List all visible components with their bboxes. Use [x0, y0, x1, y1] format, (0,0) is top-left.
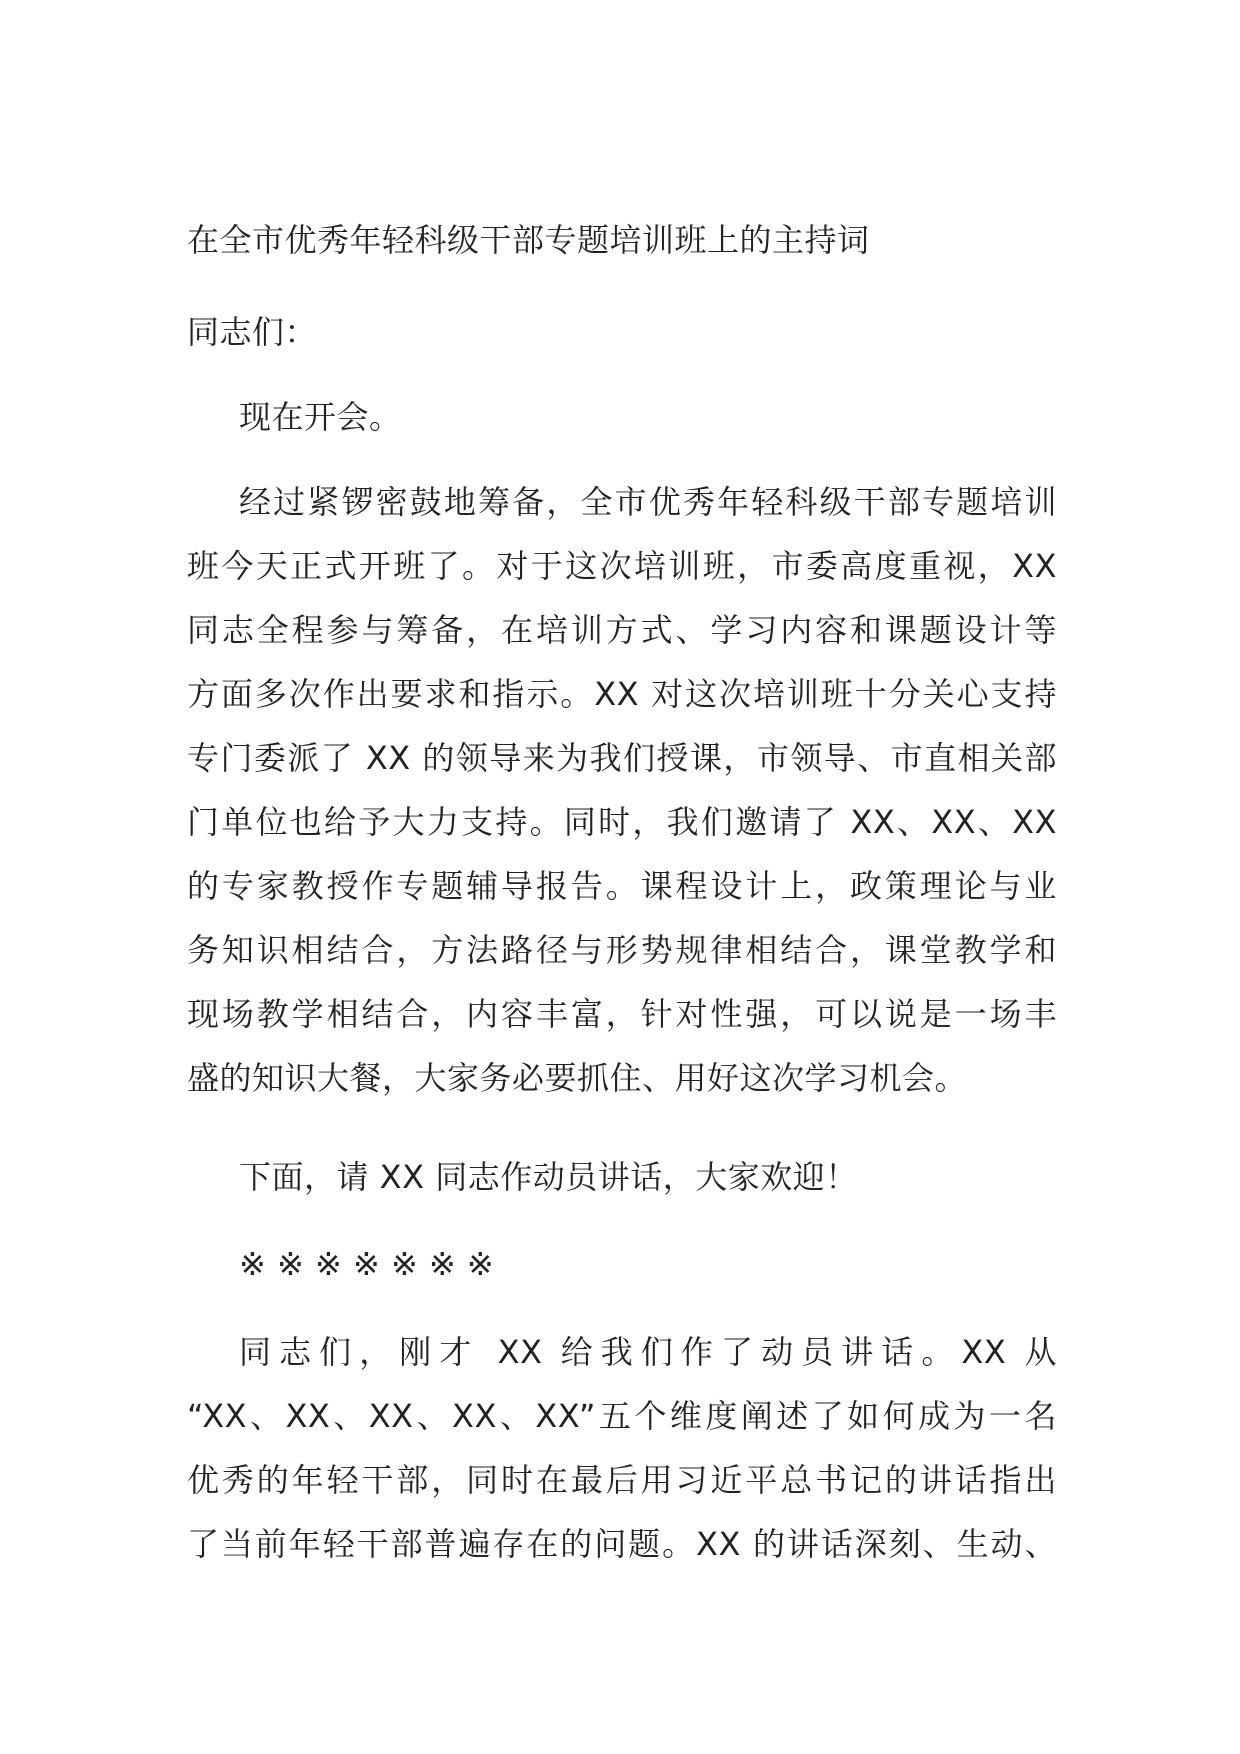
paragraph-preparation	[187, 470, 1057, 1110]
paragraph-line: 同志全程参与筹备，在培训方式、学习内容和课题设计等	[187, 611, 1057, 649]
paragraph-line: 专门委派了 XX 的领导来为我们授课，市领导、市直相关部	[187, 739, 1057, 777]
paragraph-line: 经过紧锣密鼓地筹备，全市优秀年轻科级干部专题培训	[239, 483, 1057, 521]
paragraph-invitation-text: 下面，请 XX 同志作动员讲话，大家欢迎！	[239, 1158, 858, 1196]
paragraph-line: 同志们，刚才 XX 给我们作了动员讲话。XX 从	[239, 1333, 1057, 1371]
paragraph-opening-text: 现在开会。	[239, 398, 402, 436]
paragraph-line: “XX、XX、XX、XX、XX”五个维度阐述了如何成为一名	[187, 1397, 1057, 1435]
section-separator	[187, 1232, 1057, 1296]
paragraph-opening	[187, 385, 1057, 449]
paragraph-line: 方面多次作出要求和指示。XX 对这次培训班十分关心支持	[187, 675, 1057, 713]
paragraph-invitation	[187, 1145, 1057, 1209]
paragraph-summary	[187, 1320, 1057, 1576]
paragraph-line: 班今天正式开班了。对于这次培训班，市委高度重视，XX	[187, 547, 1057, 585]
paragraph-line: 现场教学相结合，内容丰富，针对性强，可以说是一场丰	[187, 995, 1057, 1033]
title-text: 在全市优秀年轻科级干部专题培训班上的主持词	[187, 221, 870, 259]
paragraph-line: 务知识相结合，方法路径与形势规律相结合，课堂教学和	[187, 931, 1057, 969]
paragraph-line: 了当前年轻干部普遍存在的问题。XX 的讲话深刻、生动、	[187, 1525, 1057, 1563]
paragraph-line: 优秀的年轻干部，同时在最后用习近平总书记的讲话指出	[187, 1461, 1057, 1499]
paragraph-line: 门单位也给予大力支持。同时，我们邀请了 XX、XX、XX	[187, 803, 1057, 841]
salutation	[187, 300, 1057, 364]
document-title	[187, 208, 1057, 272]
paragraph-line: 盛的知识大餐，大家务必要抓住、用好这次学习机会。	[187, 1059, 968, 1097]
salutation-text: 同志们：	[187, 313, 318, 351]
separator-text: ※ ※ ※ ※ ※ ※ ※	[239, 1245, 495, 1283]
paragraph-line: 的专家教授作专题辅导报告。课程设计上，政策理论与业	[187, 867, 1057, 905]
